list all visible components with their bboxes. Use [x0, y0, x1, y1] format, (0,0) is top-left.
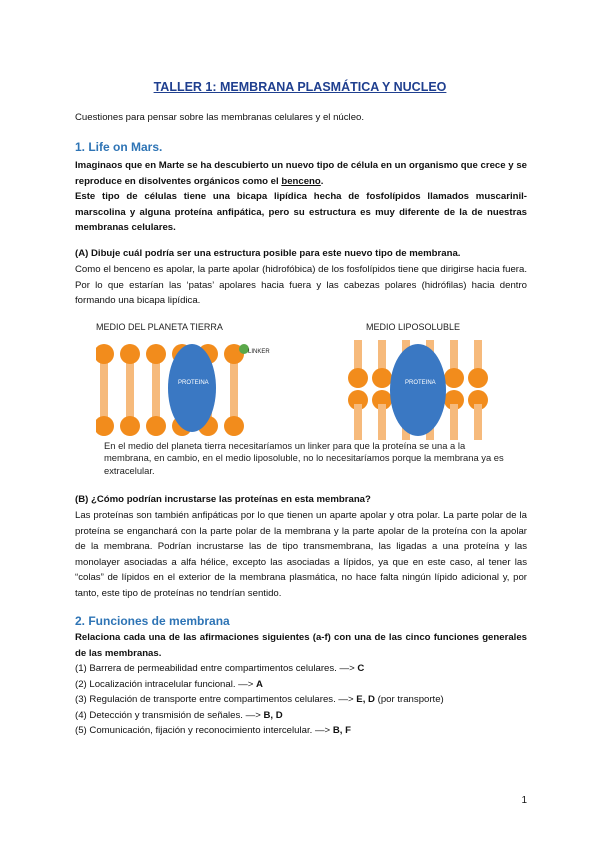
benceno-link-text: benceno [281, 175, 321, 187]
lipid-head [444, 368, 464, 388]
lipid-tail [100, 354, 108, 424]
list-item [75, 677, 527, 693]
item-answer: C [357, 663, 365, 674]
item-answer: B, F [332, 725, 351, 737]
lipid-head [120, 344, 140, 364]
section1-statement [75, 158, 527, 189]
page-title: TALLER 1: MEMBRANA PLASMÁTICA Y NUCLEO [153, 80, 447, 94]
answer-b: Las proteínas son también anfipáticas por lo que tienen un aparte apolar y otra polar. La parte polar de la proteína se enganchará con la parte polar de la membrana y la parte apolar de la proteína con la apolar de la membrana. Podrían incrustarse las de tipo transmembrana, las ligadas a una proteína y las monolayer asociadas a alfa hélice, excepto las asociadas a lípidos, ya que en este caso, al tener las “colas” de lípidos en el exterior de la membrana plasmática, no hace falta ningún lípido adicional y, por tanto, este tipo de proteínas no tendrían sentido. [75, 510, 527, 599]
lipid-head [120, 416, 140, 436]
lipid-tail [354, 404, 362, 440]
lipid-tail [230, 354, 238, 424]
label-lipid-medium: MEDIO LIPOSOLUBLE [366, 322, 461, 332]
section1-statement-2: Este tipo de células tiene una bicapa lipídica hecha de fosfolípidos llamados muscarinil-marscolina y alguna proteína anfipática, pero su estructura es muy diferente de la de nuestras membranas celulares. [75, 191, 527, 234]
list-item [75, 692, 527, 708]
item-extra: (por transporte) [374, 694, 444, 706]
label-earth-medium: MEDIO DEL PLANETA TIERRA [96, 322, 223, 332]
lipid-head [146, 416, 166, 436]
list-item [75, 708, 527, 724]
membrane-drawing [96, 334, 516, 454]
lipid-tail [126, 354, 134, 424]
item-text: (2) Localización intracelular funcional. —> [75, 678, 257, 690]
list-item [75, 661, 527, 677]
section2-intro: Relaciona cada una de las afirmaciones siguientes (a-f) con una de las cinco funciones generales de las membranas. [75, 632, 527, 659]
lipid-tail [450, 404, 458, 440]
section1-heading: 1. Life on Mars. [75, 140, 163, 154]
lipid-tail [378, 404, 386, 440]
protein-shape [390, 344, 446, 436]
lipid-head [224, 416, 244, 436]
lipid-head [96, 344, 114, 364]
protein-label-right: PROTEINA [405, 380, 436, 386]
lipid-head [146, 344, 166, 364]
liposoluble-bilayer [348, 340, 488, 440]
list-item [75, 723, 527, 739]
statement-text: Imaginaos que en Marte se ha descubierto un nuevo tipo de célula en un organismo que crece y se reproduce en disolventes orgánicos como el [75, 160, 527, 187]
answer-a: Como el benceno es apolar, la parte apolar (hidrofóbica) de los fosfolípidos tiene que dirigirse hacia fuera. Por lo que estarían las ‘patas’ apolares hacia fuera y las cabezas polares (hidrófilas) hacia dentro formando una bicapa lipídica. [75, 264, 527, 307]
linker-label: LINKER [248, 349, 270, 355]
lipid-head [372, 368, 392, 388]
lipid-head [468, 368, 488, 388]
figure-caption: En el medio del planeta tierra necesitaríamos un linker para que la proteína se una a la membrana, en cambio, en el medio liposoluble, no lo necesitaríamos porque la membrana ya es extracelular. [104, 440, 504, 476]
item-text: (3) Regulación de transporte entre compartimentos celulares. —> [75, 694, 357, 706]
intro-text: Cuestiones para pensar sobre las membranas celulares y el núcleo. [75, 112, 365, 123]
item-text: (5) Comunicación, fijación y reconocimiento intercelular. —> [75, 725, 333, 737]
lipid-head [96, 416, 114, 436]
lipid-tail [152, 354, 160, 424]
question-b: (B) ¿Cómo podrían incrustarse las proteínas en esta membrana? [75, 494, 371, 505]
item-answer: B, D [263, 709, 283, 721]
protein-label-left: PROTEINA [178, 380, 209, 386]
item-text: (4) Detección y transmisión de señales. —> [75, 709, 264, 721]
section2-heading: 2. Funciones de membrana [75, 614, 230, 628]
page-number: 1 [521, 795, 527, 806]
protein-shape [168, 344, 216, 432]
statement-end: . [320, 175, 324, 187]
lipid-head [348, 368, 368, 388]
lipid-tail [474, 404, 482, 440]
functions-list [75, 661, 527, 739]
item-answer: A [256, 678, 263, 690]
earth-bilayer [96, 344, 249, 436]
item-answer: E, D [356, 694, 375, 706]
item-text: (1) Barrera de permeabilidad entre compartimentos celulares. —> [75, 663, 358, 674]
question-a: (A) Dibuje cuál podría ser una estructura posible para este nuevo tipo de membrana. [75, 248, 461, 259]
